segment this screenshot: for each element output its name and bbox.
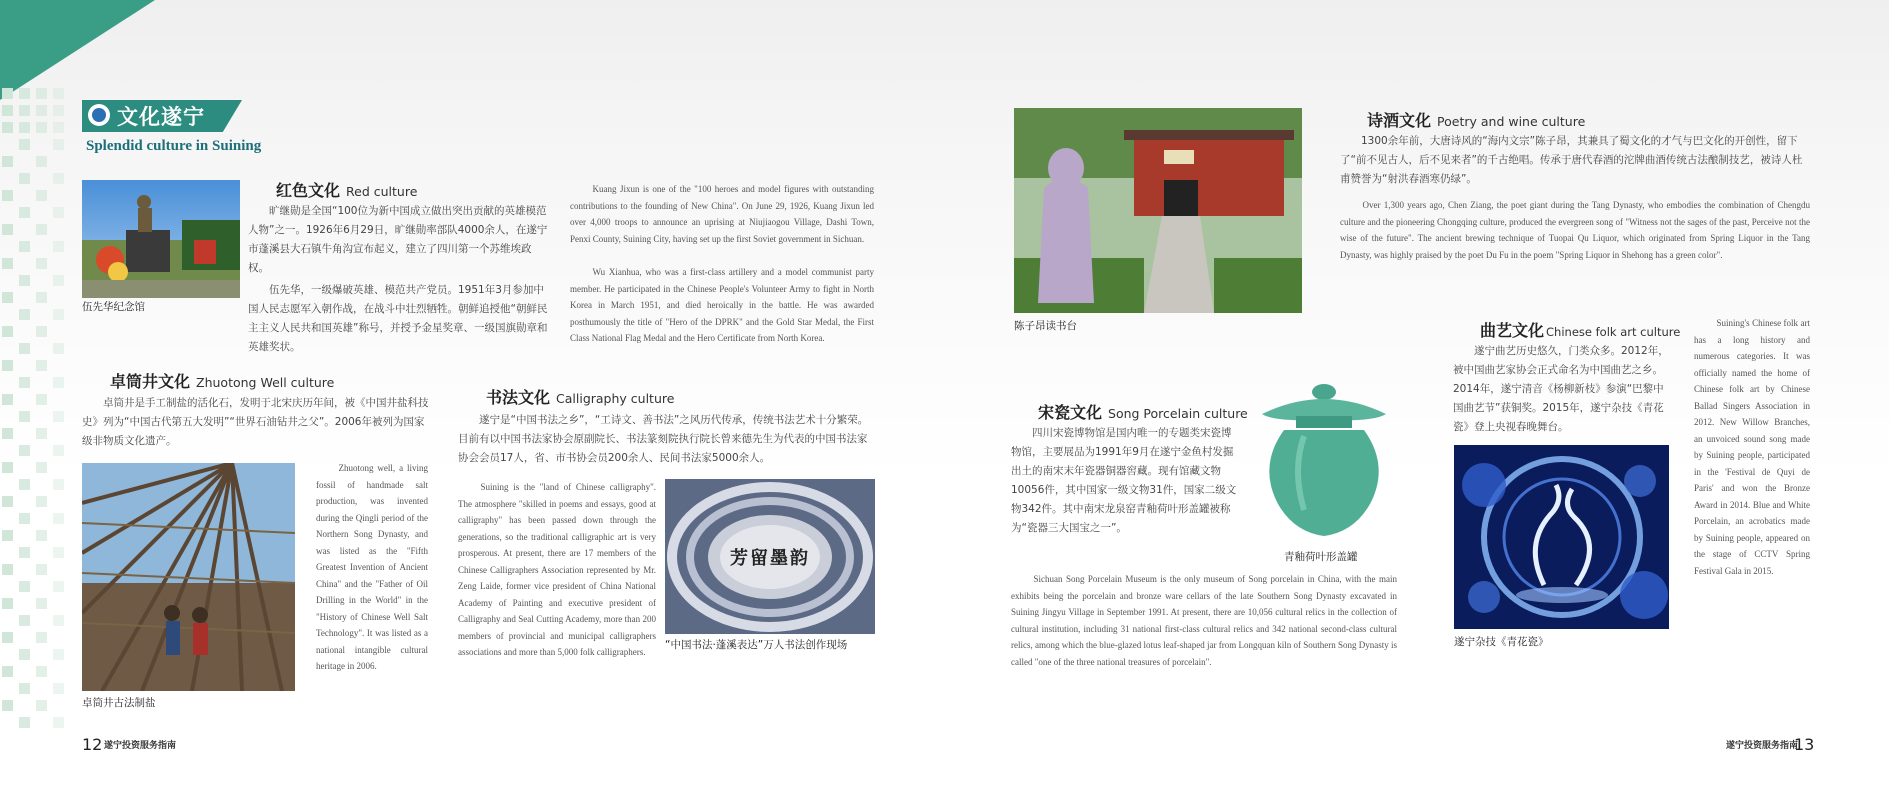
pattern-dot xyxy=(53,683,64,694)
folk-art-title-en: Chinese folk art culture xyxy=(1546,325,1681,339)
zhuotong-cn-para: 卓筒井是手工制盐的活化石，发明于北宋庆历年间，被《中国井盐科技史》列为“中国古代第五大发明”“世界石油钻井之父”。2006年被列为国家级非物质文化遗产。 xyxy=(82,397,429,447)
pattern-dot xyxy=(53,207,64,218)
song-title-cn: 宋瓷文化 xyxy=(1038,403,1103,422)
pattern-dot xyxy=(36,666,47,677)
pattern-dot xyxy=(2,564,13,575)
pattern-dot xyxy=(36,632,47,643)
dot-pattern-decoration xyxy=(0,88,68,793)
pattern-dot xyxy=(53,139,64,150)
pattern-dot xyxy=(19,343,30,354)
pattern-dot xyxy=(53,717,64,728)
pattern-dot xyxy=(2,156,13,167)
zhuotong-title-cn: 卓筒井文化 xyxy=(110,372,191,391)
pattern-dot xyxy=(2,496,13,507)
pattern-dot xyxy=(36,258,47,269)
zhuotong-photo-caption: 卓筒井古法制盐 xyxy=(82,697,156,709)
calligraphy-title-en: Calligraphy culture xyxy=(556,391,675,406)
blue-white-porcelain-acrobatics-photo xyxy=(1454,445,1669,629)
left-footer-guide-label: 遂宁投资服务指南 xyxy=(104,741,177,751)
poetry-cn-para: 1300余年前，大唐诗风的“海内文宗”陈子昂，其兼具了蜀文化的才气与巴文化的开创性，留下了“前不见古人，后不见来者”的千古绝唱。传承于唐代春酒的沱牌曲酒传统古法酿制技艺，被诗人杜甫赞誉为“射洪春酒寒仍绿”。 xyxy=(1340,135,1803,185)
section-title: 文化遂宁 xyxy=(117,104,205,129)
pattern-dot xyxy=(2,598,13,609)
folk-art-cn-para: 遂宁曲艺历史悠久，门类众多。2012年，被中国曲艺家协会正式命名为中国曲艺之乡。2014年，遂宁清音《杨柳新枝》参演“巴黎中国曲艺节”获铜奖。2015年，遂宁杂技《青花瓷》登上央视春晚舞台。 xyxy=(1453,345,1669,433)
lotus-leaf-jar-caption: 青釉荷叶形盖罐 xyxy=(1284,551,1358,563)
zhuotong-salt-well-photo xyxy=(82,463,295,691)
calligraphy-title-cn: 书法文化 xyxy=(486,388,551,407)
pattern-dot xyxy=(53,377,64,388)
pattern-dot xyxy=(2,224,13,235)
pattern-dot xyxy=(19,479,30,490)
red-culture-en-para-2: Wu Xianhua, who was a first-class artillery and a model communist party member. He participated in the Chinese People's Volunteer Army to fight in North Korea in March 1951, and died heroically in the battle. He was awarded posthumously the title of "Hero of the DPRK" and the Gold Star Medal, the First Class National Flag Medal and the Hero Certificate from North Korea. xyxy=(570,267,874,343)
pattern-dot xyxy=(53,343,64,354)
pattern-dot xyxy=(19,377,30,388)
section-subtitle: Splendid culture in Suining xyxy=(86,138,262,154)
pattern-dot xyxy=(36,224,47,235)
pattern-dot xyxy=(36,530,47,541)
right-page-number: 13 xyxy=(1794,735,1815,754)
pattern-dot xyxy=(2,88,13,99)
red-culture-title-cn: 红色文化 xyxy=(276,181,341,200)
pattern-dot xyxy=(19,88,30,99)
lotus-leaf-jar-photo xyxy=(1244,380,1404,544)
pattern-dot xyxy=(2,666,13,677)
zhuotong-title-en: Zhuotong Well culture xyxy=(196,375,335,390)
pattern-dot xyxy=(53,241,64,252)
pattern-dot xyxy=(53,581,64,592)
pattern-dot xyxy=(2,632,13,643)
pattern-dot xyxy=(53,105,64,116)
chen-ziang-study-photo xyxy=(1014,108,1302,313)
pattern-dot xyxy=(53,275,64,286)
pattern-dot xyxy=(19,241,30,252)
pattern-dot xyxy=(36,292,47,303)
folk-art-title-cn: 曲艺文化 xyxy=(1480,321,1545,340)
song-cn-para: 四川宋瓷博物馆是国内唯一的专题类宋瓷博物馆，主要展品为1991年9月在遂宁金鱼村发掘出土的南宋末年瓷器铜器窖藏。现有馆藏文物10056件，其中国家一级文物31件，国家二级文物342件。其中南宋龙泉窑青釉荷叶形盖罐被称为“瓷器三大国宝之一”。 xyxy=(1011,427,1237,534)
pattern-dot xyxy=(53,309,64,320)
red-culture-title-en: Red culture xyxy=(346,184,418,199)
pattern-dot xyxy=(53,445,64,456)
pattern-dot xyxy=(2,530,13,541)
calligraphy-photo-caption: “中国书法·蓬溪表达”万人书法创作现场 xyxy=(665,639,848,651)
folk-art-heading xyxy=(1480,318,1720,341)
pattern-dot xyxy=(19,547,30,558)
pattern-dot xyxy=(2,700,13,711)
poetry-title-cn: 诗酒文化 xyxy=(1367,111,1432,130)
red-culture-cn-para-2: 伍先华，一级爆破英雄、模范共产党员。1951年3月参加中国人民志愿军入朝作战，在战斗中壮烈牺牲。朝鲜追授他“朝鲜民主主义人民共和国英雄”称号，并授予金星奖章、一级国旗勋章和英雄奖状。 xyxy=(248,284,548,353)
pattern-dot xyxy=(2,360,13,371)
calligraphy-photo-text: 芳留墨韵 xyxy=(730,548,810,569)
pattern-dot xyxy=(19,139,30,150)
pattern-dot xyxy=(19,275,30,286)
left-page-number: 12 xyxy=(82,735,103,754)
poetry-heading xyxy=(1367,108,1667,131)
calligraphy-cn-para: 遂宁是“中国书法之乡”，“工诗文、善书法”之风历代传承，传统书法艺术十分繁荣。目前有以中国书法家协会原副院长、书法篆刻院执行院长曾来德先生为代表的中国书法家协会会员17人，省、市书协会员200余人、民间书法家5000余人。 xyxy=(458,414,869,464)
pattern-dot xyxy=(2,428,13,439)
pattern-dot xyxy=(2,292,13,303)
calligraphy-en-para: Suining is the "land of Chinese calligraphy". The atmosphere "skilled in poems and essays, good at calligraphy" has been passed down through the generations, so the traditional calligraphic art is very prosperous. At present, there are 17 members of the Chinese Calligraphers Association represented by Mr. Zeng Laide, former vice president of China National Academy of Painting and executive president of Calligraphy and Seal Cutting Academy, more than 200 members of provincial and municipal calligraphers associations and more than 5,000 folk calligraphers. xyxy=(458,482,656,657)
pattern-dot xyxy=(36,564,47,575)
pattern-dot xyxy=(53,411,64,422)
right-footer-guide-label: 遂宁投资服务指南 xyxy=(1726,741,1799,751)
pattern-dot xyxy=(36,105,47,116)
pattern-dot xyxy=(19,122,30,133)
song-title-en: Song Porcelain culture xyxy=(1108,406,1248,421)
pattern-dot xyxy=(2,258,13,269)
pattern-dot xyxy=(2,394,13,405)
pattern-dot xyxy=(19,513,30,524)
red-culture-heading xyxy=(276,178,556,201)
pattern-dot xyxy=(53,173,64,184)
badge-dot-icon xyxy=(92,108,106,122)
pattern-dot xyxy=(53,615,64,626)
poetry-en-para: Over 1,300 years ago, Chen Ziang, the poet giant during the Tang Dynasty, who embodies the combination of Chengdu culture and the pioneering Chongqing culture, produced the evergreen song of "Witness not the sages of the past, Perceive not the wise of the future". The ancient brewing technique of Tuopai Qu Liquor, which originated from Spring Liquor in the Tang Dynasty, was highly praised by the poet Du Fu in the poem "Spring Liquor in Shehong has a green color". xyxy=(1340,200,1810,260)
pattern-dot xyxy=(36,156,47,167)
calligraphy-event-photo xyxy=(665,479,875,634)
pattern-dot xyxy=(53,479,64,490)
calligraphy-heading xyxy=(486,385,786,408)
pattern-dot xyxy=(2,462,13,473)
pattern-dot xyxy=(36,88,47,99)
folk-art-en-para: Suining's Chinese folk art has a long history and numerous categories. It was officially named the home of Chinese folk art by Chinese Ballad Singers Association in 2012. New Willow Branches, an unvoiced sound song made by Suining people, participated in the 'Festival de Quyi de Paris' and won the Bronze Award in 2014. Blue and White Porcelain, an acrobatics made by Suining people, appeared on the stage of CCTV Spring Festival Gala in 2015. xyxy=(1694,318,1810,576)
pattern-dot xyxy=(36,700,47,711)
poetry-title-en: Poetry and wine culture xyxy=(1437,114,1586,129)
pattern-dot xyxy=(19,411,30,422)
pattern-dot xyxy=(53,88,64,99)
pattern-dot xyxy=(36,462,47,473)
zhuotong-en-para: Zhuotong well, a living fossil of handmade salt production, was invented during the Qingli period of the Northern Song Dynasty, and was listed as the "Fifth Greatest Invention of Ancient China" and the "Father of Oil Drilling in the World" in the "History of Chinese Well Salt Technology". It was listed as a national intangible cultural heritage in 2006. xyxy=(316,463,428,671)
pattern-dot xyxy=(19,649,30,660)
pattern-dot xyxy=(19,445,30,456)
pattern-dot xyxy=(36,122,47,133)
pattern-dot xyxy=(19,717,30,728)
pattern-dot xyxy=(53,649,64,660)
chen-ziang-study-caption: 陈子昂读书台 xyxy=(1014,320,1077,332)
wu-xianhua-memorial-caption: 伍先华纪念馆 xyxy=(82,301,145,313)
pattern-dot xyxy=(36,360,47,371)
pattern-dot xyxy=(36,394,47,405)
wu-xianhua-memorial-photo xyxy=(82,180,240,298)
pattern-dot xyxy=(2,190,13,201)
pattern-dot xyxy=(2,122,13,133)
song-en-para: Sichuan Song Porcelain Museum is the only museum of Song porcelain in China, with the main exhibits being the porcelain and bronze ware cellars of the late Southern Song Dynasty excavated in Suining Jingyu Village in September 1991. At present, there are 10,056 cultural relics in the collection of cultural institution, including 31 national first-class cultural relics and 342 national second-class cultural relics, among which the blue-glazed lotus leaf-shaped jar from Longquan kiln of Southern Song Dynasty is called "one of the three national treasures of porcelain". xyxy=(1011,574,1397,667)
pattern-dot xyxy=(36,496,47,507)
pattern-dot xyxy=(19,207,30,218)
red-culture-en-para-1: Kuang Jixun is one of the "100 heroes and model figures with outstanding contributions to the founding of New China". On June 29, 1926, Kuang Jixun led over 4,000 troops to announce an uprising at Niujiaogou Village, Dashi Town, Penxi County, Suining City, having set up the first Soviet government in Sichuan. xyxy=(570,184,874,244)
pattern-dot xyxy=(19,581,30,592)
pattern-dot xyxy=(19,309,30,320)
pattern-dot xyxy=(2,326,13,337)
zhuotong-heading xyxy=(110,369,410,392)
pattern-dot xyxy=(36,598,47,609)
pattern-dot xyxy=(36,428,47,439)
pattern-dot xyxy=(53,513,64,524)
red-culture-cn-para-1: 旷继勋是全国“100位为新中国成立做出突出贡献的英雄模范人物”之一。1926年6月29日，旷继勋率部队4000余人，在遂宁市蓬溪县大石镇牛角沟宣布起义，建立了四川第一个苏维埃政权。 xyxy=(248,205,548,274)
pattern-dot xyxy=(19,105,30,116)
pattern-dot xyxy=(19,683,30,694)
corner-triangle-decoration xyxy=(0,0,155,100)
pattern-dot xyxy=(36,190,47,201)
pattern-dot xyxy=(19,615,30,626)
pattern-dot xyxy=(53,547,64,558)
pattern-dot xyxy=(19,173,30,184)
pattern-dot xyxy=(2,105,13,116)
pattern-dot xyxy=(36,326,47,337)
pattern-dot xyxy=(53,122,64,133)
blue-white-porcelain-caption: 遂宁杂技《青花瓷》 xyxy=(1454,636,1549,648)
